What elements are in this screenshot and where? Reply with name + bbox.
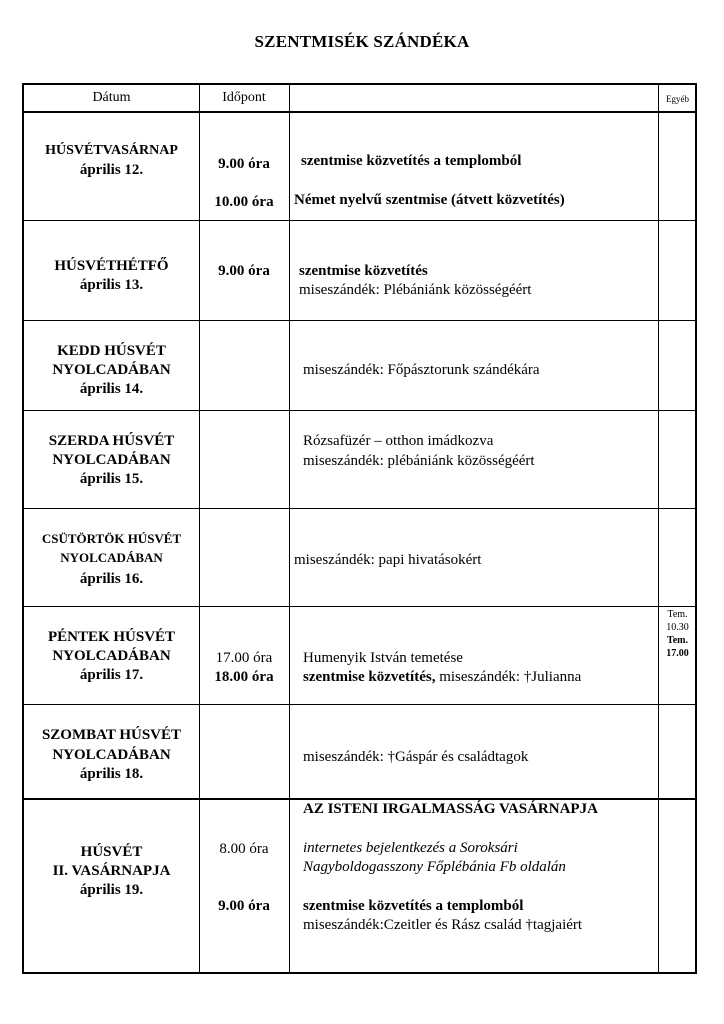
day-date: április 16. bbox=[79, 571, 144, 587]
row-divider bbox=[24, 320, 695, 321]
mass-time: 9.00 óra bbox=[218, 898, 270, 914]
day-name: CSÜTÖRTÖK HÚSVÉT bbox=[41, 531, 182, 546]
mass-schedule-table bbox=[22, 83, 697, 974]
event-time: 8.00 óra bbox=[219, 841, 269, 857]
other-note: Tem. bbox=[667, 609, 688, 620]
row-divider bbox=[24, 410, 695, 411]
event-time: 17.00 óra bbox=[215, 650, 273, 666]
day-date: április 17. bbox=[79, 667, 144, 683]
event-text: miseszándék: Főpásztorunk szándékára bbox=[303, 362, 540, 378]
other-note: Tem. bbox=[666, 635, 689, 646]
event-text: Német nyelvű szentmise (átvett közvetítés) bbox=[294, 192, 565, 208]
column-divider bbox=[289, 85, 290, 972]
row-divider bbox=[24, 220, 695, 221]
day-name: HÚSVÉTHÉTFŐ bbox=[54, 258, 169, 274]
header-divider bbox=[24, 111, 695, 113]
day-name: NYOLCADÁBAN bbox=[60, 550, 163, 565]
column-divider bbox=[199, 85, 200, 972]
day-name: SZERDA HÚSVÉT bbox=[48, 433, 175, 449]
day-name: NYOLCADÁBAN bbox=[52, 648, 171, 664]
event-text: miseszándék: plébániánk közösségéért bbox=[303, 453, 535, 469]
event-text: szentmise közvetítés bbox=[299, 263, 428, 279]
day-date: április 14. bbox=[79, 381, 144, 397]
mass-time: 9.00 óra bbox=[218, 263, 270, 279]
day-date: április 18. bbox=[79, 766, 144, 782]
row-divider bbox=[24, 606, 695, 607]
event-intention: miseszándék: †Julianna bbox=[435, 669, 582, 685]
day-name: HÚSVÉT bbox=[80, 844, 143, 860]
day-date: április 13. bbox=[79, 277, 144, 293]
event-text: Humenyik István temetése bbox=[303, 650, 463, 666]
day-name: PÉNTEK HÚSVÉT bbox=[47, 629, 176, 645]
day-date: április 12. bbox=[79, 162, 144, 178]
day-date: április 15. bbox=[79, 471, 144, 487]
day-name: KEDD HÚSVÉT bbox=[57, 343, 166, 359]
header-time: Időpont bbox=[222, 90, 266, 105]
event-text: szentmise közvetítés a templomból bbox=[301, 153, 522, 169]
event-text: miseszándék: †Gáspár és családtagok bbox=[303, 749, 529, 765]
event-text: Nagyboldogasszony Főplébánia Fb oldalán bbox=[303, 859, 566, 875]
mass-time: 18.00 óra bbox=[214, 669, 274, 685]
day-name: SZOMBAT HÚSVÉT bbox=[41, 727, 182, 743]
day-name: II. VASÁRNAPJA bbox=[52, 863, 171, 879]
header-date: Dátum bbox=[92, 90, 131, 105]
day-name: HÚSVÉTVASÁRNAP bbox=[45, 143, 178, 158]
mass-time: 9.00 óra bbox=[218, 156, 270, 172]
day-name: NYOLCADÁBAN bbox=[52, 362, 171, 378]
day-name: NYOLCADÁBAN bbox=[52, 452, 171, 468]
mass-time: 10.00 óra bbox=[214, 194, 274, 210]
event-text: miseszándék:Czeitler és Rász család †tagjaiért bbox=[303, 917, 583, 933]
event-text: szentmise közvetítés a templomból bbox=[303, 898, 524, 914]
row-divider bbox=[24, 704, 695, 705]
day-name: NYOLCADÁBAN bbox=[52, 747, 171, 763]
event-heading: AZ ISTENI IRGALMASSÁG VASÁRNAPJA bbox=[303, 801, 598, 817]
column-divider bbox=[658, 85, 659, 972]
day-date: április 19. bbox=[79, 882, 144, 898]
event-text bbox=[303, 668, 581, 686]
header-other: Egyéb bbox=[666, 94, 689, 104]
row-divider bbox=[24, 508, 695, 509]
event-highlight: szentmise közvetítés, bbox=[303, 669, 436, 685]
event-text: internetes bejelentkezés a Soroksári bbox=[303, 840, 518, 856]
other-note: 10.30 bbox=[666, 622, 689, 633]
other-note: 17.00 bbox=[666, 648, 689, 659]
page-title: SZENTMISÉK SZÁNDÉKA bbox=[254, 32, 470, 51]
event-text: Rózsafüzér – otthon imádkozva bbox=[303, 433, 494, 449]
event-text: miseszándék: Plébániánk közösségéért bbox=[299, 282, 532, 298]
event-text: miseszándék: papi hivatásokért bbox=[294, 552, 482, 568]
